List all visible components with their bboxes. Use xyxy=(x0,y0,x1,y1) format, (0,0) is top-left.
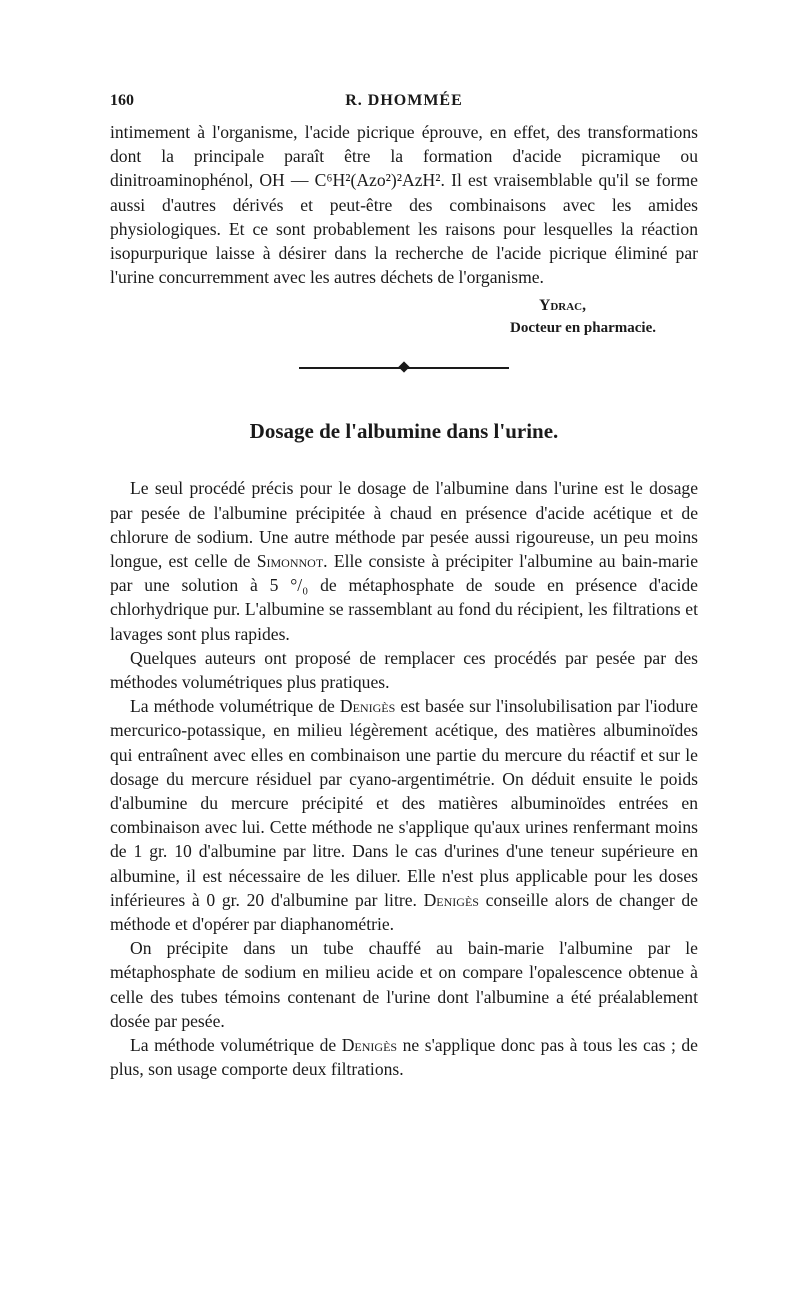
article-paragraph-5 xyxy=(110,1033,698,1081)
paragraph-text: La méthode volumétrique de xyxy=(130,1035,342,1056)
author-name-simonnot: Simonnot xyxy=(256,551,324,572)
paragraph-text: La méthode volumétrique de xyxy=(130,696,340,717)
paragraph-text: . Elle consiste à précipiter l'albumine au bain-marie par une solution à 5 °/₀ de métaphosphate de soude en présence d'acide chlorhydrique pur. L'albumine se rassemblant au fond du récipient, les filtrations et lavages sont plus rapides. xyxy=(110,551,699,644)
running-head-author: R. DHOMMÉE xyxy=(345,92,463,109)
paragraph-text: ne s'applique donc pas à tous les cas ; de plus, son usage comporte deux filtrations. xyxy=(110,1035,698,1080)
intro-paragraph: intimement à l'organisme, l'acide picrique éprouve, en effet, des transformations dont la principale paraît être la formation d'acide picramique ou dinitroaminophénol, OH — C⁶H²(Azo²)²AzH². Il est vraisemblable qu'il se forme aussi d'autres dérivés et peut-être des combinaisons avec les amides physiologiques. Et ce sont probablement les raisons pour lesquelles la réaction isopurpurique laisse à désirer dans la recherche de l'acide picrique éliminé par l'urine concurremment avec les autres déchets de l'organisme. xyxy=(110,122,698,288)
article-paragraph-1 xyxy=(110,476,698,645)
article-paragraph-2: Quelques auteurs ont proposé de remplacer ces procédés par pesée par des méthodes volumétriques plus pratiques. xyxy=(110,647,698,693)
diamond-ornament-icon xyxy=(398,362,409,373)
paragraph-text: Le seul procédé précis pour le dosage de l'albumine dans l'urine est le dosage par pesée de l'albumine précipitée à chaud en présence d'acide acétique et de chlorure de sodium. Une autre méthode par pesée aussi rigoureuse, un peu moins longue, est celle de xyxy=(110,478,698,572)
running-head xyxy=(110,92,698,120)
article-paragraph-4: On précipite dans un tube chauffé au bain-marie l'albumine par le métaphosphate de sodium en milieu acide et on compare l'opalescence obtenue à celle des tubes témoins contenant de l'urine dont l'albumine a été préalablement dosée par pesée. xyxy=(110,938,698,1031)
author-name-deniges: Denigès xyxy=(423,889,479,910)
page-number: 160 xyxy=(110,92,134,109)
signature-title: Docteur en pharmacie. xyxy=(510,320,656,337)
book-page xyxy=(110,92,698,1082)
section-divider xyxy=(299,361,509,375)
article-paragraph-3 xyxy=(110,694,698,936)
signature-name: Ydrac, xyxy=(539,297,586,315)
section-title: Dosage de l'albumine dans l'urine. xyxy=(249,419,559,444)
paragraph-text: est basée sur l'insolubilisation par l'iodure mercurico-potassique, en milieu légèrement acétique, des matières albuminoïdes qui entraînent avec elles en combinaison une partie du mercure du réactif et sur le dosage du mercure résiduel par cyano-argentimétrie. On déduit ensuite le poids d'albumine du mercure précipité et des matières albuminoïdes entrées en combinaison avec lui. Cette méthode ne s'applique qu'aux urines renfermant moins de 1 gr. 10 d'albumine par litre. Dans le cas d'urines d'une teneur supérieure en albumine, il est nécessaire de les diluer. Elle n'est plus applicable pour les doses inférieures à 0 gr. 20 d'albumine par litre. xyxy=(110,696,698,910)
paragraph-text: conseille alors de changer de méthode et d'opérer par diaphanométrie. xyxy=(110,889,698,935)
author-name-deniges: Denigès xyxy=(341,1035,398,1056)
author-name-deniges: Denigès xyxy=(339,696,396,717)
